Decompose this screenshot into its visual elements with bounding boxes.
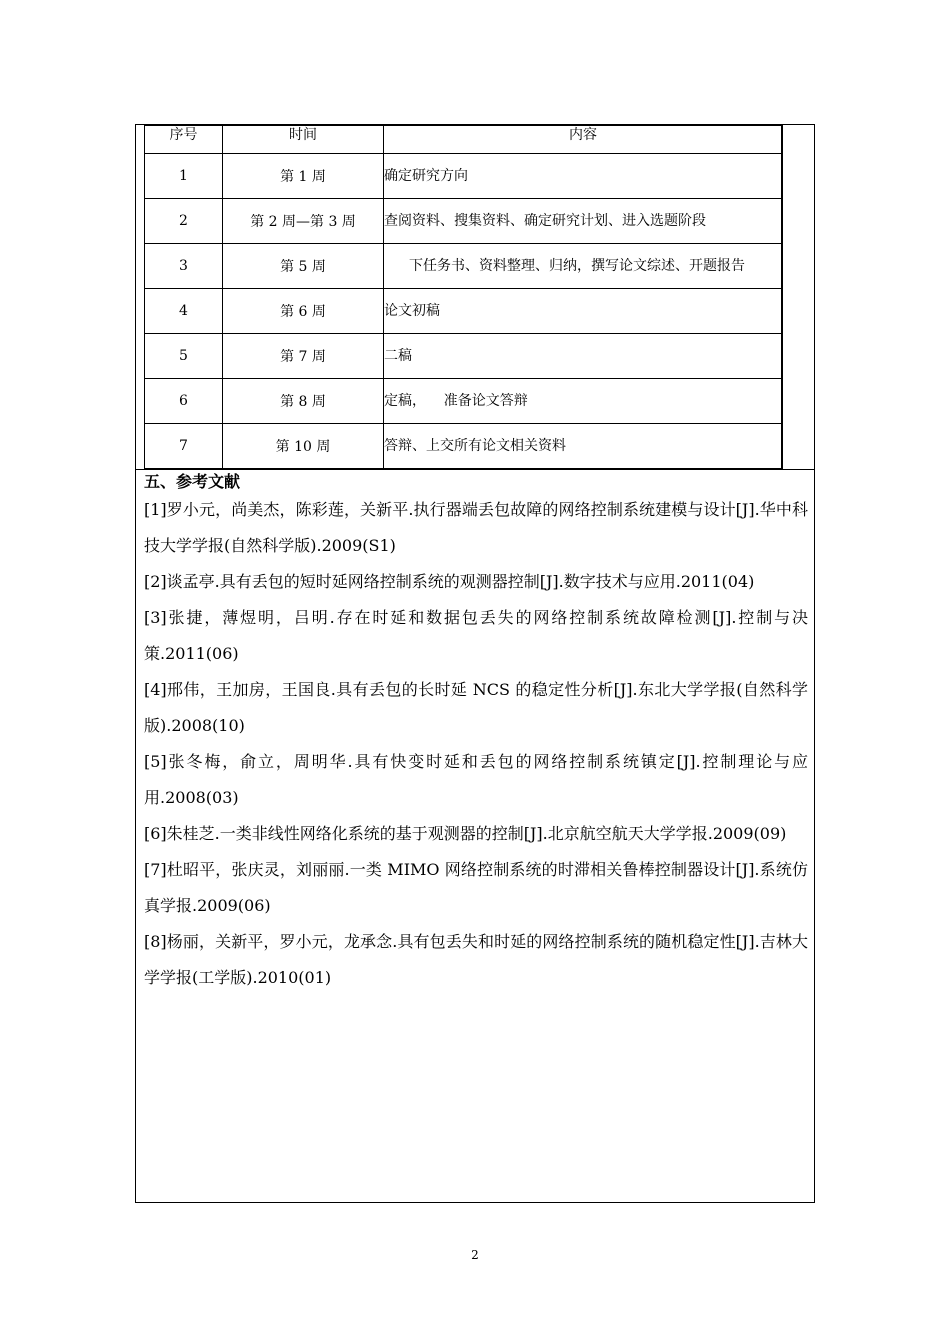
right-column-line — [781, 125, 782, 469]
reference-item: [4]邢伟，王加房，王国良.具有丢包的长时延 NCS 的稳定性分析[J].东北大学学报(自然科学版).2008(10) — [144, 680, 808, 735]
table-row — [145, 199, 783, 244]
row-time: 第 2 周—第 3 周 — [223, 199, 384, 244]
row-time: 第 8 周 — [223, 379, 384, 424]
row-content: 确定研究方向 — [384, 154, 783, 199]
references-section — [144, 472, 808, 996]
reference-item: [3]张捷，薄煜明，吕明.存在时延和数据包丢失的网络控制系统故障检测[J].控制与决策.2011(06) — [144, 608, 808, 663]
form-frame — [135, 124, 815, 1203]
section-divider — [136, 469, 814, 470]
table-row — [145, 334, 783, 379]
row-no: 6 — [145, 379, 223, 424]
row-content: 定稿， 准备论文答辩 — [384, 379, 783, 424]
row-no: 5 — [145, 334, 223, 379]
row-no: 3 — [145, 244, 223, 289]
row-time: 第 10 周 — [223, 424, 384, 469]
table-row — [145, 379, 783, 424]
reference-item: [7]杜昭平，张庆灵，刘丽丽.一类 MIMO 网络控制系统的时滞相关鲁棒控制器设计[J].系统仿真学报.2009(06) — [144, 860, 808, 915]
row-content: 查阅资料、搜集资料、确定研究计划、进入选题阶段 — [384, 199, 783, 244]
row-time: 第 7 周 — [223, 334, 384, 379]
reference-item: [1]罗小元，尚美杰，陈彩莲，关新平.执行器端丢包故障的网络控制系统建模与设计[J].华中科技大学学报(自然科学版).2009(S1) — [144, 500, 808, 555]
reference-item: [5]张冬梅，俞立，周明华.具有快变时延和丢包的网络控制系统镇定[J].控制理论与应用.2008(03) — [144, 752, 808, 807]
row-time: 第 5 周 — [223, 244, 384, 289]
table-row — [145, 244, 783, 289]
row-no: 2 — [145, 199, 223, 244]
table-row — [145, 289, 783, 334]
row-time: 第 6 周 — [223, 289, 384, 334]
header-content: 内容 — [384, 126, 783, 154]
reference-item: [6]朱桂芝.一类非线性网络化系统的基于观测器的控制[J].北京航空航天大学学报.2009(09) — [144, 824, 787, 843]
row-no: 1 — [145, 154, 223, 199]
row-no: 4 — [145, 289, 223, 334]
page-number: 2 — [471, 1248, 479, 1262]
table-row — [145, 154, 783, 199]
references-title: 五、参考文献 — [144, 472, 241, 491]
row-time: 第 1 周 — [223, 154, 384, 199]
schedule-header-row — [145, 126, 783, 154]
row-content: 下任务书、资料整理、归纳，撰写论文综述、开题报告 — [384, 244, 783, 289]
table-row — [145, 424, 783, 469]
header-time: 时间 — [223, 126, 384, 154]
row-content: 论文初稿 — [384, 289, 783, 334]
row-no: 7 — [145, 424, 223, 469]
reference-item: [2]谈孟亭.具有丢包的短时延网络控制系统的观测器控制[J].数字技术与应用.2011(04) — [144, 572, 755, 591]
schedule-table — [144, 125, 783, 469]
row-content: 答辩、上交所有论文相关资料 — [384, 424, 783, 469]
header-no: 序号 — [145, 126, 223, 154]
row-content: 二稿 — [384, 334, 783, 379]
reference-item: [8]杨丽，关新平，罗小元，龙承念.具有包丢失和时延的网络控制系统的随机稳定性[J].吉林大学学报(工学版).2010(01) — [144, 932, 808, 987]
